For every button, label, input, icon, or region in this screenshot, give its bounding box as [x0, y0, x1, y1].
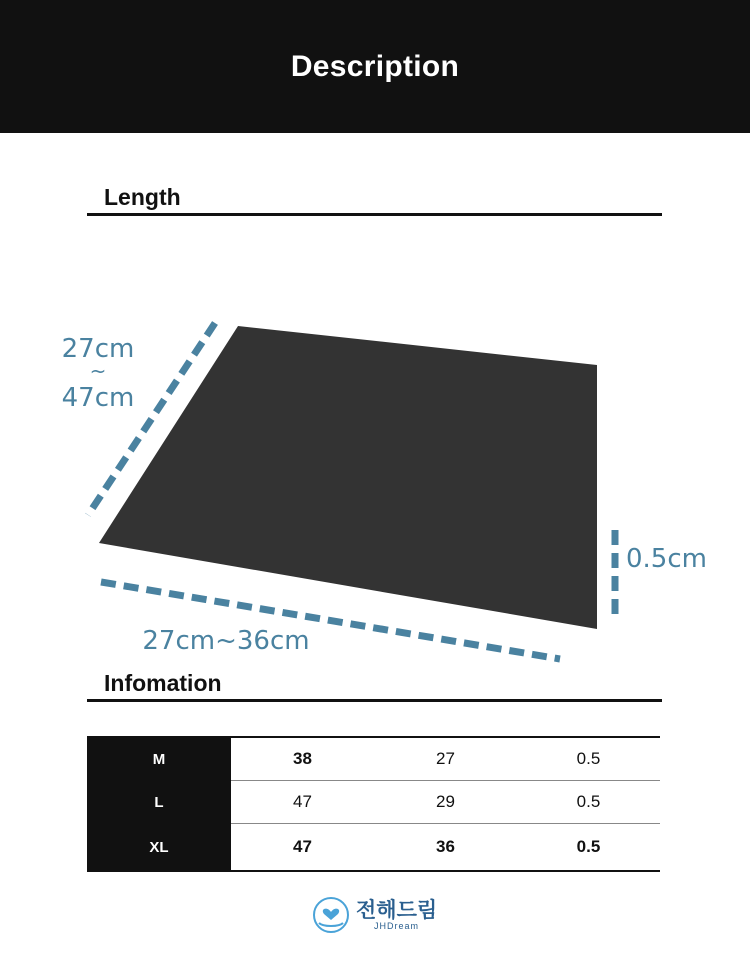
value-cell: 27: [374, 737, 517, 781]
length-section-title: Length: [104, 184, 181, 210]
bottom-label: 27cm~36cm: [142, 626, 310, 656]
value-cell: 0.5: [517, 737, 660, 781]
value-cell: 47: [231, 781, 374, 824]
side-label-tilde: ~: [89, 359, 107, 383]
value-cell: 0.5: [517, 781, 660, 824]
value-cell: 36: [374, 824, 517, 872]
value-cell: 0.5: [517, 824, 660, 872]
table-row: [87, 737, 660, 781]
value-cell: 38: [231, 737, 374, 781]
size-cell: M: [87, 737, 231, 781]
logo-subtitle: JHDream: [374, 921, 420, 931]
side-label-bottom: 47cm: [61, 383, 135, 413]
value-cell: 29: [374, 781, 517, 824]
length-divider: [87, 213, 662, 216]
size-cell: L: [87, 781, 231, 824]
size-table: [87, 736, 660, 872]
thickness-label: 0.5cm: [626, 544, 707, 574]
header-bar: [0, 0, 750, 133]
page-title: Description: [290, 49, 460, 83]
table-row: [87, 824, 660, 872]
value-cell: 47: [231, 824, 374, 872]
info-divider: [87, 699, 662, 702]
pad-shape: [99, 326, 597, 629]
info-section-title: Infomation: [104, 670, 222, 696]
size-cell: XL: [87, 824, 231, 872]
hands-heart-icon: [312, 895, 350, 935]
logo-name: 전해드림: [356, 898, 438, 922]
brand-logo: [312, 895, 437, 935]
table-row: [87, 781, 660, 824]
side-label-top: 27cm: [61, 334, 135, 364]
pad-dimension-diagram: [0, 300, 750, 680]
